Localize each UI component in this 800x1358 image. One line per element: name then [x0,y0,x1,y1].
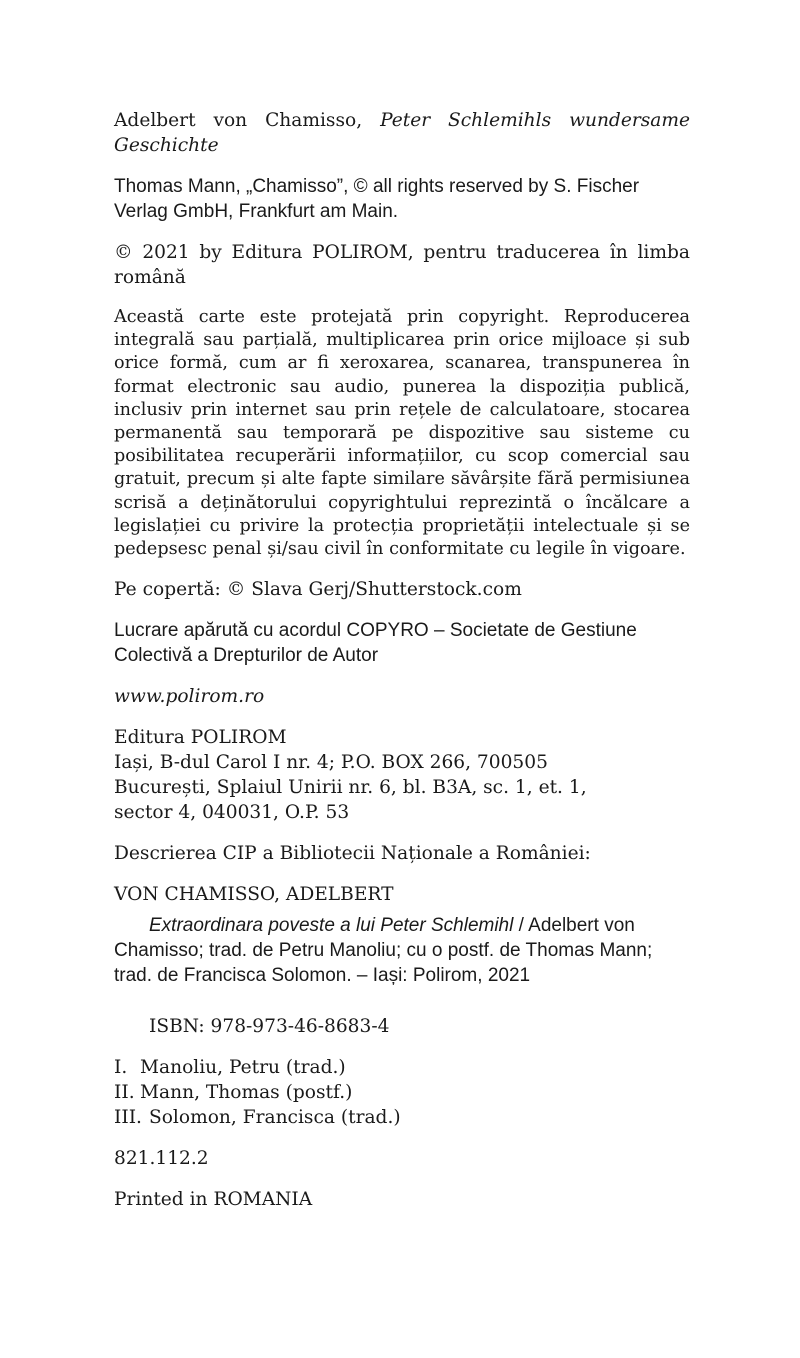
cip-heading: Descrierea CIP a Bibliotecii Naționale a României: [114,843,591,865]
list-item-number: I. [114,1057,128,1079]
list-item [114,1080,690,1105]
list-item [114,1055,690,1080]
list-item-number: II. [114,1082,135,1104]
printed-in: Printed in ROMANIA [114,1189,313,1211]
publisher-address-2: București, Splaiul Unirii nr. 6, bl. B3A, sc. 1, et. 1, [114,777,587,799]
isbn: ISBN: 978-973-46-8683-4 [149,1016,390,1038]
legal-notice: Această carte este protejată prin copyright. Reproducerea integrală sau parțială, multiplicarea prin orice mijloace și sub orice formă, cum ar fi xeroxarea, scanarea, transpunerea în format electronic sau audio, punerea la dispoziția publică, inclusiv prin internet sau prin rețele de calculatoare, stocarea permanentă sau temporară pe dispozitive sau sisteme cu posibilitatea recuperării informațiilor, cu scop comercial sau gratuit, precum și alte fapte similare săvârșite fără permisiunea scrisă a deținătorului copyrightului reprezintă o încălcare a legislației cu privire la protecția proprietății intelectuale și se pedepsesc penal și/sau civil în conformitate cu legile în vigoare. [114,307,690,560]
list-item-text: Manoliu, Petru (trad.) [140,1057,346,1079]
cip-entry-list [114,1055,690,1130]
classification-code: 821.112.2 [114,1148,209,1170]
copyright-page [114,108,690,1212]
list-item-text: Mann, Thomas (postf.) [140,1082,353,1104]
cover-credit: Pe copertă: © Slava Gerj/Shutterstock.com [114,579,522,601]
copyro-note: Lucrare apărută cu acordul COPYRO – Societate de Gestiune Colectivă a Drepturilor de Autor [114,620,637,667]
cip-description-text: / Adelbert von Chamisso; trad. de Petru Manoliu; cu o postf. de Thomas Mann; trad. de Francisca Solomon. – Iași: Polirom, 2021 [114,915,653,987]
list-item-number: III. [114,1107,142,1129]
list-item-text: Solomon, Francisca (trad.) [149,1107,401,1129]
publisher-address-1: Iași, B-dul Carol I nr. 4; P.O. BOX 266, 700505 [114,752,548,774]
list-item [114,1105,690,1130]
publisher-address-3: sector 4, 040031, O.P. 53 [114,802,350,824]
publisher-block [114,725,690,825]
publisher-name: Editura POLIROM [114,727,287,749]
original-title: Peter Schlemihls wundersame Geschichte [114,110,690,156]
cip-author-heading: VON CHAMISSO, ADELBERT [114,884,394,906]
essay-credit: Thomas Mann, „Chamisso”, © all rights reserved by S. Fischer Verlag GmbH, Frankfurt am Main. [114,176,640,222]
original-author: Adelbert von Chamisso, [114,110,363,131]
cip-book-title: Extraordinara poveste a lui Peter Schlemihl [149,915,514,937]
cip-description [114,913,690,988]
website-link[interactable]: www.polirom.ro [114,686,265,708]
translation-copyright: © 2021 by Editura POLIROM, pentru traducerea în limba română [114,242,690,288]
original-credit [114,108,690,158]
